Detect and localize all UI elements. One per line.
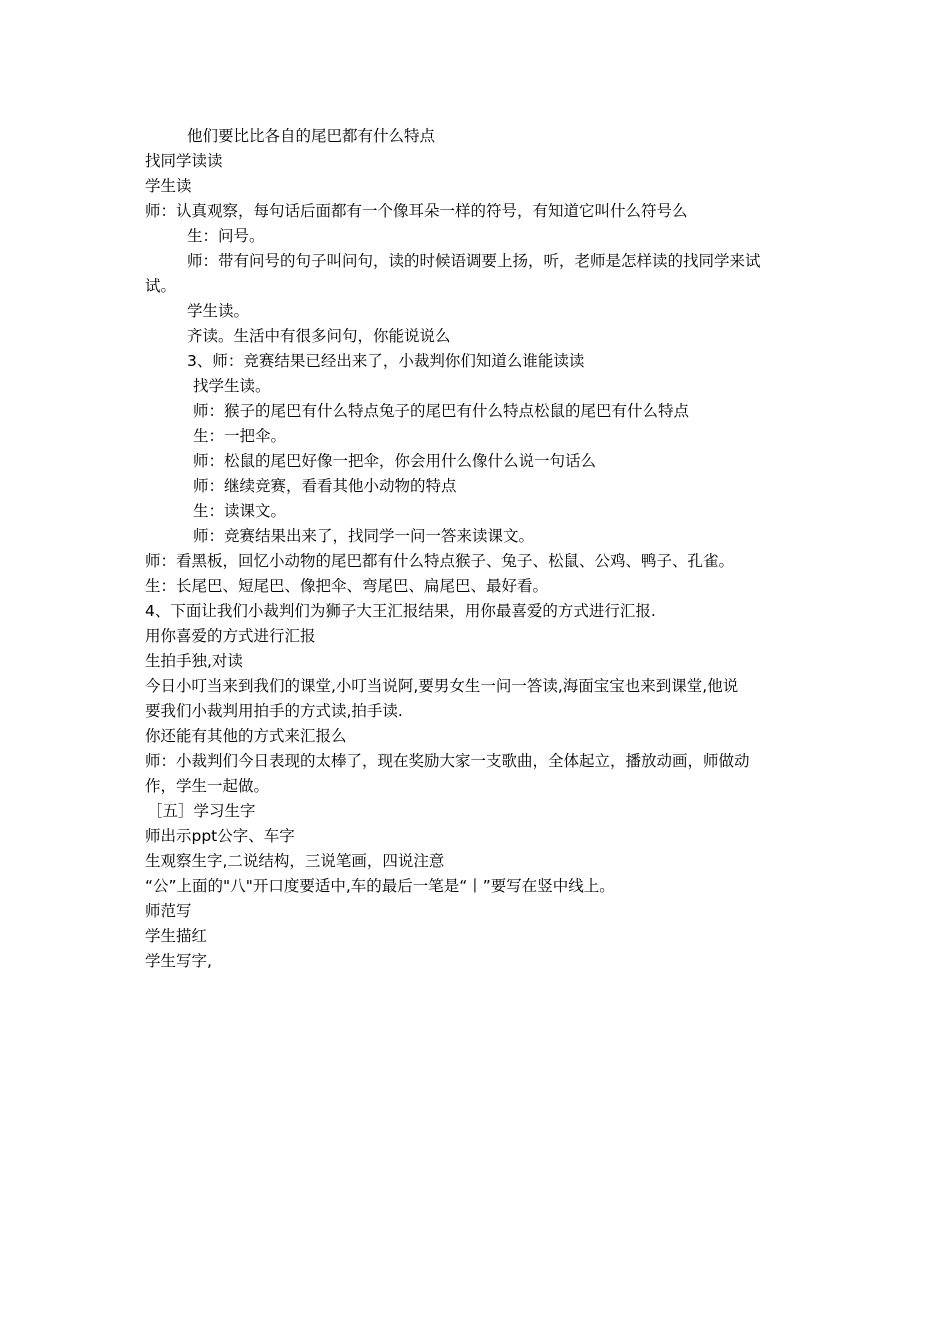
text-line: 你还能有其他的方式来汇报么 [145, 727, 347, 745]
text-line: “公”上面的"八"开口度要适中,车的最后一笔是“丨”要写在竖中线上。 [145, 877, 615, 895]
text-line: 今日小叮当来到我们的课堂,小叮当说阿,要男女生一问一答读,海面宝宝也来到课堂,他说 [145, 677, 739, 695]
text-line: 学生描红 [145, 927, 208, 945]
text-line: 找学生读。 [193, 377, 271, 395]
text-line: 4、下面让我们小裁判们为狮子大王汇报结果，用你最喜爱的方式进行汇报. [145, 602, 656, 620]
text-line: 学生读。 [187, 302, 250, 320]
text-line: 试。 [145, 277, 177, 295]
text-line: 要我们小裁判用拍手的方式读,拍手读. [145, 702, 403, 720]
text-line: 学生读 [145, 177, 192, 195]
text-line: 生：一把伞。 [193, 427, 287, 445]
text-line: ［五］学习生字 [147, 802, 256, 820]
text-line: 3、师：竞赛结果已经出来了，小裁判你们知道么谁能读读 [187, 352, 585, 370]
text-line: 生观察生字,二说结构，三说笔画，四说注意 [145, 852, 445, 870]
text-line: 他们要比比各自的尾巴都有什么特点 [187, 127, 436, 145]
text-line: 用你喜爱的方式进行汇报 [145, 627, 316, 645]
text-line: 师：松鼠的尾巴好像一把伞，你会用什么像什么说一句话么 [193, 452, 597, 470]
text-line: 找同学读读 [145, 152, 223, 170]
text-line: 师：带有问号的句子叫问句，读的时候语调要上扬，听，老师是怎样读的找同学来试 [187, 252, 761, 270]
document-body [145, 124, 810, 974]
text-line: 生：长尾巴、短尾巴、像把伞、弯尾巴、扁尾巴、最好看。 [145, 577, 549, 595]
text-line: 师：猴子的尾巴有什么特点兔子的尾巴有什么特点松鼠的尾巴有什么特点 [193, 402, 690, 420]
text-line: 师：认真观察，每句话后面都有一个像耳朵一样的符号，有知道它叫什么符号么 [145, 202, 688, 220]
text-line: 生：读课文。 [193, 502, 287, 520]
text-line: 师：竞赛结果出来了，找同学一问一答来读课文。 [193, 527, 535, 545]
text-line: 学生写字, [145, 952, 212, 970]
text-line: 齐读。生活中有很多问句，你能说说么 [187, 327, 451, 345]
text-line: 生：问号。 [187, 227, 265, 245]
text-line: 作，学生一起做。 [145, 777, 270, 795]
text-line: 师出示ppt公字、车字 [145, 827, 295, 845]
text-line: 师：继续竞赛，看看其他小动物的特点 [193, 477, 457, 495]
text-line: 师：看黑板，回忆小动物的尾巴都有什么特点猴子、兔子、松鼠、公鸡、鸭子、孔雀。 [145, 552, 735, 570]
text-line: 师范写 [145, 902, 192, 920]
text-line: 生拍手独,对读 [145, 652, 243, 670]
text-line: 师：小裁判们今日表现的太棒了，现在奖励大家一支歌曲，全体起立，播放动画，师做动 [145, 752, 750, 770]
